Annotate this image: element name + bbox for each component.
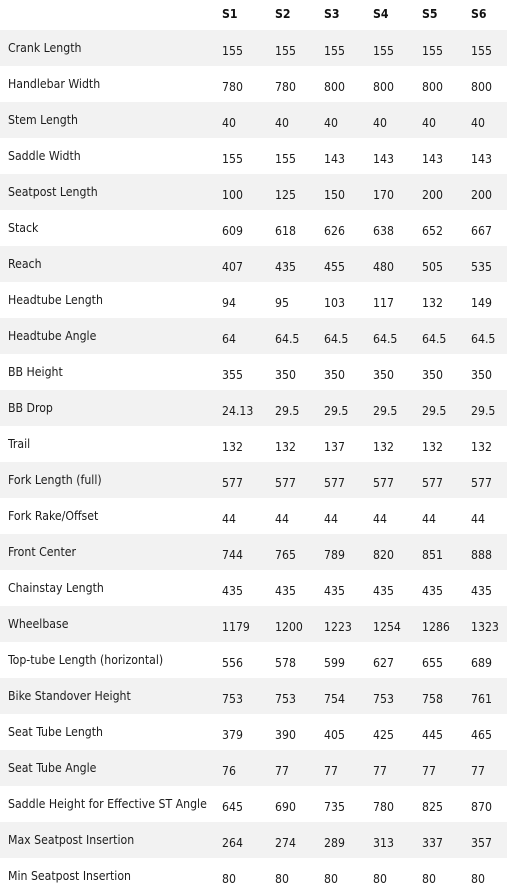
table-cell: 1323 <box>471 620 499 634</box>
table-cell: 40 <box>275 116 289 130</box>
table-cell: 155 <box>373 44 394 58</box>
table-cell: 577 <box>222 476 243 490</box>
table-cell: 556 <box>222 656 243 670</box>
table-cell: 77 <box>275 764 289 778</box>
header-size-s5: S5 <box>422 7 438 21</box>
table-cell: 44 <box>222 512 236 526</box>
table-cell: 125 <box>275 188 296 202</box>
row-label: Stem Length <box>8 113 78 127</box>
table-cell: 780 <box>373 800 394 814</box>
table-cell: 155 <box>324 44 345 58</box>
table-cell: 94 <box>222 296 236 310</box>
table-cell: 155 <box>222 152 243 166</box>
table-cell: 753 <box>222 692 243 706</box>
table-cell: 40 <box>222 116 236 130</box>
table-cell: 789 <box>324 548 345 562</box>
table-row <box>0 66 507 102</box>
table-cell: 137 <box>324 440 345 454</box>
table-cell: 155 <box>275 152 296 166</box>
table-cell: 44 <box>422 512 436 526</box>
table-cell: 825 <box>422 800 443 814</box>
table-cell: 132 <box>275 440 296 454</box>
table-cell: 645 <box>222 800 243 814</box>
table-cell: 143 <box>324 152 345 166</box>
table-cell: 435 <box>324 584 345 598</box>
table-cell: 577 <box>373 476 394 490</box>
table-cell: 1179 <box>222 620 250 634</box>
table-cell: 407 <box>222 260 243 274</box>
header-size-s6: S6 <box>471 7 487 21</box>
table-cell: 77 <box>373 764 387 778</box>
row-label: Min Seatpost Insertion <box>8 869 131 883</box>
row-label: Saddle Width <box>8 149 81 163</box>
table-cell: 80 <box>471 872 485 886</box>
table-row <box>0 354 507 390</box>
table-cell: 40 <box>422 116 436 130</box>
table-cell: 465 <box>471 728 492 742</box>
table-row <box>0 318 507 354</box>
table-cell: 200 <box>422 188 443 202</box>
table-cell: 480 <box>373 260 394 274</box>
row-label: Seat Tube Length <box>8 725 103 739</box>
table-row <box>0 30 507 66</box>
table-cell: 780 <box>275 80 296 94</box>
table-row <box>0 210 507 246</box>
table-row <box>0 282 507 318</box>
table-cell: 40 <box>471 116 485 130</box>
table-cell: 577 <box>324 476 345 490</box>
table-cell: 117 <box>373 296 394 310</box>
table-cell: 350 <box>373 368 394 382</box>
table-cell: 690 <box>275 800 296 814</box>
table-cell: 155 <box>471 44 492 58</box>
table-cell: 337 <box>422 836 443 850</box>
table-cell: 355 <box>222 368 243 382</box>
table-row <box>0 786 507 822</box>
table-cell: 24.13 <box>222 404 254 418</box>
table-row <box>0 246 507 282</box>
table-row <box>0 714 507 750</box>
table-cell: 143 <box>471 152 492 166</box>
table-cell: 435 <box>422 584 443 598</box>
table-cell: 150 <box>324 188 345 202</box>
table-cell: 435 <box>471 584 492 598</box>
table-cell: 689 <box>471 656 492 670</box>
row-label: Trail <box>8 437 31 451</box>
table-cell: 609 <box>222 224 243 238</box>
table-cell: 80 <box>222 872 236 886</box>
table-cell: 435 <box>373 584 394 598</box>
table-cell: 289 <box>324 836 345 850</box>
table-cell: 350 <box>324 368 345 382</box>
table-cell: 1223 <box>324 620 352 634</box>
table-cell: 103 <box>324 296 345 310</box>
table-cell: 758 <box>422 692 443 706</box>
table-row <box>0 534 507 570</box>
header-size-s3: S3 <box>324 7 340 21</box>
table-cell: 80 <box>324 872 338 886</box>
row-label: Chainstay Length <box>8 581 104 595</box>
table-row <box>0 390 507 426</box>
table-cell: 390 <box>275 728 296 742</box>
table-cell: 1254 <box>373 620 401 634</box>
table-row <box>0 462 507 498</box>
table-cell: 578 <box>275 656 296 670</box>
table-cell: 405 <box>324 728 345 742</box>
header-size-s1: S1 <box>222 7 238 21</box>
table-cell: 80 <box>275 872 289 886</box>
table-cell: 44 <box>275 512 289 526</box>
table-row <box>0 822 507 858</box>
table-cell: 76 <box>222 764 236 778</box>
table-cell: 44 <box>324 512 338 526</box>
header-size-s4: S4 <box>373 7 389 21</box>
table-cell: 800 <box>422 80 443 94</box>
table-cell: 870 <box>471 800 492 814</box>
row-label: Top-tube Length (horizontal) <box>8 653 164 667</box>
table-cell: 80 <box>373 872 387 886</box>
table-cell: 800 <box>324 80 345 94</box>
table-cell: 264 <box>222 836 243 850</box>
row-label: Bike Standover Height <box>8 689 131 703</box>
table-cell: 64 <box>222 332 236 346</box>
table-cell: 577 <box>422 476 443 490</box>
header-size-s2: S2 <box>275 7 291 21</box>
table-cell: 379 <box>222 728 243 742</box>
table-cell: 888 <box>471 548 492 562</box>
table-cell: 577 <box>275 476 296 490</box>
table-cell: 435 <box>275 260 296 274</box>
row-label: Fork Length (full) <box>8 473 102 487</box>
table-cell: 132 <box>471 440 492 454</box>
table-cell: 761 <box>471 692 492 706</box>
table-cell: 77 <box>422 764 436 778</box>
table-cell: 754 <box>324 692 345 706</box>
table-cell: 132 <box>222 440 243 454</box>
table-cell: 435 <box>222 584 243 598</box>
table-cell: 765 <box>275 548 296 562</box>
table-cell: 455 <box>324 260 345 274</box>
row-label: BB Height <box>8 365 63 379</box>
table-cell: 95 <box>275 296 289 310</box>
table-cell: 170 <box>373 188 394 202</box>
table-cell: 753 <box>275 692 296 706</box>
table-cell: 627 <box>373 656 394 670</box>
table-row <box>0 606 507 642</box>
table-cell: 40 <box>324 116 338 130</box>
table-cell: 77 <box>324 764 338 778</box>
table-cell: 599 <box>324 656 345 670</box>
table-cell: 1200 <box>275 620 303 634</box>
table-cell: 780 <box>222 80 243 94</box>
row-label: Seatpost Length <box>8 185 98 199</box>
table-cell: 274 <box>275 836 296 850</box>
table-cell: 200 <box>471 188 492 202</box>
table-cell: 149 <box>471 296 492 310</box>
table-cell: 357 <box>471 836 492 850</box>
table-row <box>0 174 507 210</box>
table-cell: 350 <box>275 368 296 382</box>
table-cell: 638 <box>373 224 394 238</box>
table-cell: 155 <box>275 44 296 58</box>
row-label: Reach <box>8 257 42 271</box>
table-cell: 350 <box>471 368 492 382</box>
table-row <box>0 678 507 714</box>
table-row <box>0 498 507 534</box>
table-cell: 155 <box>222 44 243 58</box>
table-cell: 40 <box>373 116 387 130</box>
row-label: Front Center <box>8 545 77 559</box>
table-cell: 64.5 <box>373 332 398 346</box>
table-row <box>0 426 507 462</box>
row-label: Headtube Length <box>8 293 103 307</box>
table-cell: 29.5 <box>373 404 398 418</box>
table-cell: 44 <box>373 512 387 526</box>
row-label: BB Drop <box>8 401 53 415</box>
table-cell: 29.5 <box>422 404 447 418</box>
table-cell: 577 <box>471 476 492 490</box>
table-cell: 44 <box>471 512 485 526</box>
table-row <box>0 858 507 894</box>
row-label: Wheelbase <box>8 617 69 631</box>
table-cell: 652 <box>422 224 443 238</box>
table-cell: 155 <box>422 44 443 58</box>
table-cell: 29.5 <box>324 404 349 418</box>
table-cell: 132 <box>422 296 443 310</box>
row-label: Headtube Angle <box>8 329 97 343</box>
table-body <box>0 30 507 894</box>
table-cell: 735 <box>324 800 345 814</box>
table-cell: 820 <box>373 548 394 562</box>
table-cell: 744 <box>222 548 243 562</box>
table-row <box>0 642 507 678</box>
table-cell: 350 <box>422 368 443 382</box>
table-cell: 77 <box>471 764 485 778</box>
table-cell: 29.5 <box>275 404 300 418</box>
table-cell: 132 <box>373 440 394 454</box>
table-cell: 143 <box>422 152 443 166</box>
table-cell: 753 <box>373 692 394 706</box>
table-cell: 132 <box>422 440 443 454</box>
table-cell: 618 <box>275 224 296 238</box>
row-label: Saddle Height for Effective ST Angle <box>8 797 207 811</box>
table-header-row <box>0 0 507 30</box>
table-cell: 535 <box>471 260 492 274</box>
table-cell: 435 <box>275 584 296 598</box>
table-row <box>0 102 507 138</box>
table-cell: 505 <box>422 260 443 274</box>
table-cell: 64.5 <box>275 332 300 346</box>
table-cell: 64.5 <box>422 332 447 346</box>
table-cell: 626 <box>324 224 345 238</box>
row-label: Seat Tube Angle <box>8 761 97 775</box>
table-cell: 655 <box>422 656 443 670</box>
table-row <box>0 138 507 174</box>
row-label: Crank Length <box>8 41 82 55</box>
table-cell: 64.5 <box>324 332 349 346</box>
table-cell: 143 <box>373 152 394 166</box>
row-label: Stack <box>8 221 39 235</box>
table-cell: 667 <box>471 224 492 238</box>
table-cell: 425 <box>373 728 394 742</box>
table-cell: 64.5 <box>471 332 496 346</box>
row-label: Max Seatpost Insertion <box>8 833 135 847</box>
table-cell: 445 <box>422 728 443 742</box>
row-label: Handlebar Width <box>8 77 101 91</box>
table-cell: 29.5 <box>471 404 496 418</box>
table-cell: 80 <box>422 872 436 886</box>
table-cell: 313 <box>373 836 394 850</box>
table-cell: 800 <box>471 80 492 94</box>
table-row <box>0 570 507 606</box>
table-cell: 851 <box>422 548 443 562</box>
table-cell: 100 <box>222 188 243 202</box>
table-cell: 800 <box>373 80 394 94</box>
row-label: Fork Rake/Offset <box>8 509 99 523</box>
table-cell: 1286 <box>422 620 450 634</box>
table-row <box>0 750 507 786</box>
